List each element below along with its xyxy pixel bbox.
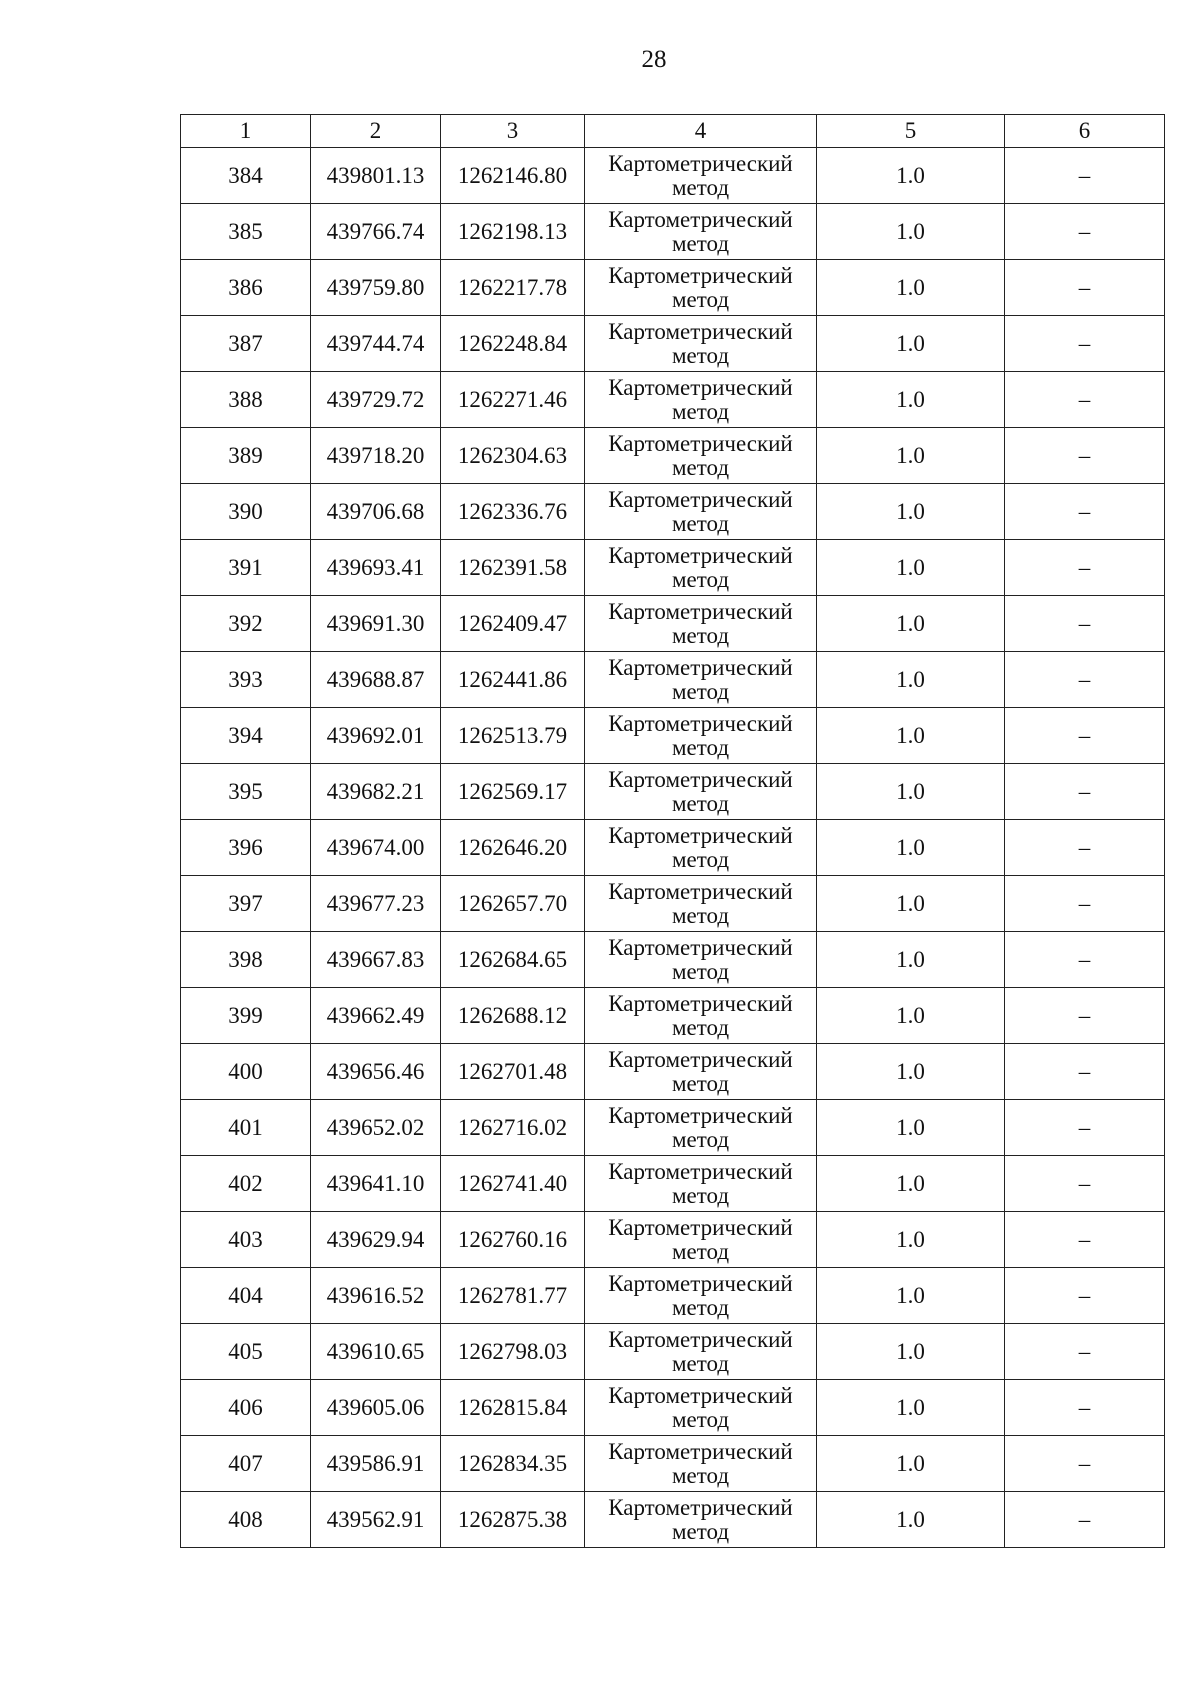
coord-y-cell: 1262657.70 — [441, 876, 585, 932]
description-cell: – — [1005, 1436, 1165, 1492]
description-cell: – — [1005, 1380, 1165, 1436]
method-cell: Картометрический метод — [585, 988, 817, 1044]
coord-y-cell: 1262409.47 — [441, 596, 585, 652]
coord-x-cell: 439729.72 — [311, 372, 441, 428]
description-cell: – — [1005, 316, 1165, 372]
coord-x-cell: 439682.21 — [311, 764, 441, 820]
description-cell: – — [1005, 820, 1165, 876]
coord-y-cell: 1262781.77 — [441, 1268, 585, 1324]
table-row — [181, 932, 1165, 988]
table-row — [181, 764, 1165, 820]
coord-y-cell: 1262875.38 — [441, 1492, 585, 1548]
coord-x-cell: 439718.20 — [311, 428, 441, 484]
description-cell: – — [1005, 1268, 1165, 1324]
point-number-cell: 400 — [181, 1044, 311, 1100]
table-row — [181, 1044, 1165, 1100]
header-col-3: 3 — [441, 115, 585, 148]
accuracy-cell: 1.0 — [817, 428, 1005, 484]
table-row — [181, 204, 1165, 260]
method-cell: Картометрический метод — [585, 1044, 817, 1100]
description-cell: – — [1005, 708, 1165, 764]
method-cell: Картометрический метод — [585, 316, 817, 372]
method-cell: Картометрический метод — [585, 204, 817, 260]
coord-x-cell: 439667.83 — [311, 932, 441, 988]
point-number-cell: 384 — [181, 148, 311, 204]
method-cell: Картометрический метод — [585, 876, 817, 932]
table-row — [181, 1100, 1165, 1156]
coord-x-cell: 439641.10 — [311, 1156, 441, 1212]
method-cell: Картометрический метод — [585, 428, 817, 484]
method-cell: Картометрический метод — [585, 1380, 817, 1436]
point-number-cell: 406 — [181, 1380, 311, 1436]
accuracy-cell: 1.0 — [817, 764, 1005, 820]
coord-x-cell: 439759.80 — [311, 260, 441, 316]
coord-x-cell: 439691.30 — [311, 596, 441, 652]
coord-x-cell: 439744.74 — [311, 316, 441, 372]
header-row — [181, 115, 1165, 148]
coord-x-cell: 439605.06 — [311, 1380, 441, 1436]
point-number-cell: 388 — [181, 372, 311, 428]
accuracy-cell: 1.0 — [817, 148, 1005, 204]
method-cell: Картометрический метод — [585, 652, 817, 708]
method-cell: Картометрический метод — [585, 1436, 817, 1492]
coord-y-cell: 1262336.76 — [441, 484, 585, 540]
accuracy-cell: 1.0 — [817, 484, 1005, 540]
table-row — [181, 820, 1165, 876]
coord-x-cell: 439616.52 — [311, 1268, 441, 1324]
coord-y-cell: 1262441.86 — [441, 652, 585, 708]
accuracy-cell: 1.0 — [817, 260, 1005, 316]
description-cell: – — [1005, 652, 1165, 708]
description-cell: – — [1005, 260, 1165, 316]
description-cell: – — [1005, 372, 1165, 428]
coord-y-cell: 1262834.35 — [441, 1436, 585, 1492]
accuracy-cell: 1.0 — [817, 876, 1005, 932]
table-row — [181, 372, 1165, 428]
accuracy-cell: 1.0 — [817, 1212, 1005, 1268]
accuracy-cell: 1.0 — [817, 932, 1005, 988]
method-cell: Картометрический метод — [585, 540, 817, 596]
coord-y-cell: 1262646.20 — [441, 820, 585, 876]
coord-y-cell: 1262248.84 — [441, 316, 585, 372]
header-col-5: 5 — [817, 115, 1005, 148]
accuracy-cell: 1.0 — [817, 1156, 1005, 1212]
coord-y-cell: 1262798.03 — [441, 1324, 585, 1380]
coordinates-table — [180, 114, 1165, 1548]
description-cell: – — [1005, 1156, 1165, 1212]
description-cell: – — [1005, 1212, 1165, 1268]
accuracy-cell: 1.0 — [817, 1436, 1005, 1492]
point-number-cell: 386 — [181, 260, 311, 316]
method-cell: Картометрический метод — [585, 1492, 817, 1548]
method-cell: Картометрический метод — [585, 148, 817, 204]
accuracy-cell: 1.0 — [817, 372, 1005, 428]
coord-y-cell: 1262815.84 — [441, 1380, 585, 1436]
coord-x-cell: 439677.23 — [311, 876, 441, 932]
coord-x-cell: 439629.94 — [311, 1212, 441, 1268]
description-cell: – — [1005, 1324, 1165, 1380]
description-cell: – — [1005, 596, 1165, 652]
description-cell: – — [1005, 932, 1165, 988]
table-row — [181, 260, 1165, 316]
table-row — [181, 708, 1165, 764]
coord-x-cell: 439706.68 — [311, 484, 441, 540]
accuracy-cell: 1.0 — [817, 540, 1005, 596]
description-cell: – — [1005, 428, 1165, 484]
table-row — [181, 484, 1165, 540]
coord-y-cell: 1262217.78 — [441, 260, 585, 316]
table-row — [181, 652, 1165, 708]
method-cell: Картометрический метод — [585, 260, 817, 316]
coord-x-cell: 439662.49 — [311, 988, 441, 1044]
description-cell: – — [1005, 540, 1165, 596]
accuracy-cell: 1.0 — [817, 1492, 1005, 1548]
description-cell: – — [1005, 204, 1165, 260]
coord-y-cell: 1262146.80 — [441, 148, 585, 204]
point-number-cell: 385 — [181, 204, 311, 260]
table-row — [181, 1268, 1165, 1324]
coord-y-cell: 1262198.13 — [441, 204, 585, 260]
description-cell: – — [1005, 1100, 1165, 1156]
method-cell: Картометрический метод — [585, 1268, 817, 1324]
method-cell: Картометрический метод — [585, 764, 817, 820]
coord-y-cell: 1262741.40 — [441, 1156, 585, 1212]
point-number-cell: 405 — [181, 1324, 311, 1380]
accuracy-cell: 1.0 — [817, 1100, 1005, 1156]
table-row — [181, 1324, 1165, 1380]
method-cell: Картометрический метод — [585, 1324, 817, 1380]
point-number-cell: 397 — [181, 876, 311, 932]
coord-x-cell: 439801.13 — [311, 148, 441, 204]
table-row — [181, 1156, 1165, 1212]
coord-x-cell: 439674.00 — [311, 820, 441, 876]
method-cell: Картометрический метод — [585, 708, 817, 764]
method-cell: Картометрический метод — [585, 596, 817, 652]
accuracy-cell: 1.0 — [817, 708, 1005, 764]
table-row — [181, 1212, 1165, 1268]
table-row — [181, 316, 1165, 372]
point-number-cell: 394 — [181, 708, 311, 764]
coord-y-cell: 1262701.48 — [441, 1044, 585, 1100]
coord-y-cell: 1262569.17 — [441, 764, 585, 820]
coord-y-cell: 1262391.58 — [441, 540, 585, 596]
coord-x-cell: 439610.65 — [311, 1324, 441, 1380]
method-cell: Картометрический метод — [585, 484, 817, 540]
accuracy-cell: 1.0 — [817, 1044, 1005, 1100]
point-number-cell: 389 — [181, 428, 311, 484]
description-cell: – — [1005, 1492, 1165, 1548]
method-cell: Картометрический метод — [585, 820, 817, 876]
header-col-2: 2 — [311, 115, 441, 148]
table-body — [181, 148, 1165, 1548]
accuracy-cell: 1.0 — [817, 820, 1005, 876]
coord-x-cell: 439693.41 — [311, 540, 441, 596]
description-cell: – — [1005, 876, 1165, 932]
method-cell: Картометрический метод — [585, 1212, 817, 1268]
table-row — [181, 1492, 1165, 1548]
point-number-cell: 390 — [181, 484, 311, 540]
coord-y-cell: 1262688.12 — [441, 988, 585, 1044]
coord-x-cell: 439688.87 — [311, 652, 441, 708]
header-col-6: 6 — [1005, 115, 1165, 148]
header-col-4: 4 — [585, 115, 817, 148]
coord-x-cell: 439656.46 — [311, 1044, 441, 1100]
coord-y-cell: 1262513.79 — [441, 708, 585, 764]
accuracy-cell: 1.0 — [817, 1380, 1005, 1436]
description-cell: – — [1005, 148, 1165, 204]
header-col-1: 1 — [181, 115, 311, 148]
coord-y-cell: 1262716.02 — [441, 1100, 585, 1156]
accuracy-cell: 1.0 — [817, 316, 1005, 372]
coord-x-cell: 439562.91 — [311, 1492, 441, 1548]
table-row — [181, 1436, 1165, 1492]
accuracy-cell: 1.0 — [817, 596, 1005, 652]
point-number-cell: 392 — [181, 596, 311, 652]
coord-y-cell: 1262271.46 — [441, 372, 585, 428]
description-cell: – — [1005, 988, 1165, 1044]
description-cell: – — [1005, 1044, 1165, 1100]
table-row — [181, 540, 1165, 596]
accuracy-cell: 1.0 — [817, 988, 1005, 1044]
point-number-cell: 407 — [181, 1436, 311, 1492]
coord-y-cell: 1262304.63 — [441, 428, 585, 484]
method-cell: Картометрический метод — [585, 932, 817, 988]
coord-x-cell: 439652.02 — [311, 1100, 441, 1156]
coord-y-cell: 1262760.16 — [441, 1212, 585, 1268]
description-cell: – — [1005, 764, 1165, 820]
accuracy-cell: 1.0 — [817, 652, 1005, 708]
description-cell: – — [1005, 484, 1165, 540]
point-number-cell: 404 — [181, 1268, 311, 1324]
accuracy-cell: 1.0 — [817, 1324, 1005, 1380]
point-number-cell: 408 — [181, 1492, 311, 1548]
point-number-cell: 391 — [181, 540, 311, 596]
table-header — [181, 115, 1165, 148]
point-number-cell: 403 — [181, 1212, 311, 1268]
table-row — [181, 1380, 1165, 1436]
point-number-cell: 398 — [181, 932, 311, 988]
point-number-cell: 401 — [181, 1100, 311, 1156]
accuracy-cell: 1.0 — [817, 1268, 1005, 1324]
method-cell: Картометрический метод — [585, 1100, 817, 1156]
point-number-cell: 393 — [181, 652, 311, 708]
table-row — [181, 596, 1165, 652]
table-row — [181, 148, 1165, 204]
point-number-cell: 396 — [181, 820, 311, 876]
table-row — [181, 428, 1165, 484]
table-row — [181, 988, 1165, 1044]
point-number-cell: 399 — [181, 988, 311, 1044]
table-row — [181, 876, 1165, 932]
method-cell: Картометрический метод — [585, 1156, 817, 1212]
coord-y-cell: 1262684.65 — [441, 932, 585, 988]
page-number: 28 — [641, 46, 667, 73]
method-cell: Картометрический метод — [585, 372, 817, 428]
coord-x-cell: 439766.74 — [311, 204, 441, 260]
coord-x-cell: 439692.01 — [311, 708, 441, 764]
point-number-cell: 402 — [181, 1156, 311, 1212]
point-number-cell: 395 — [181, 764, 311, 820]
coord-x-cell: 439586.91 — [311, 1436, 441, 1492]
point-number-cell: 387 — [181, 316, 311, 372]
accuracy-cell: 1.0 — [817, 204, 1005, 260]
